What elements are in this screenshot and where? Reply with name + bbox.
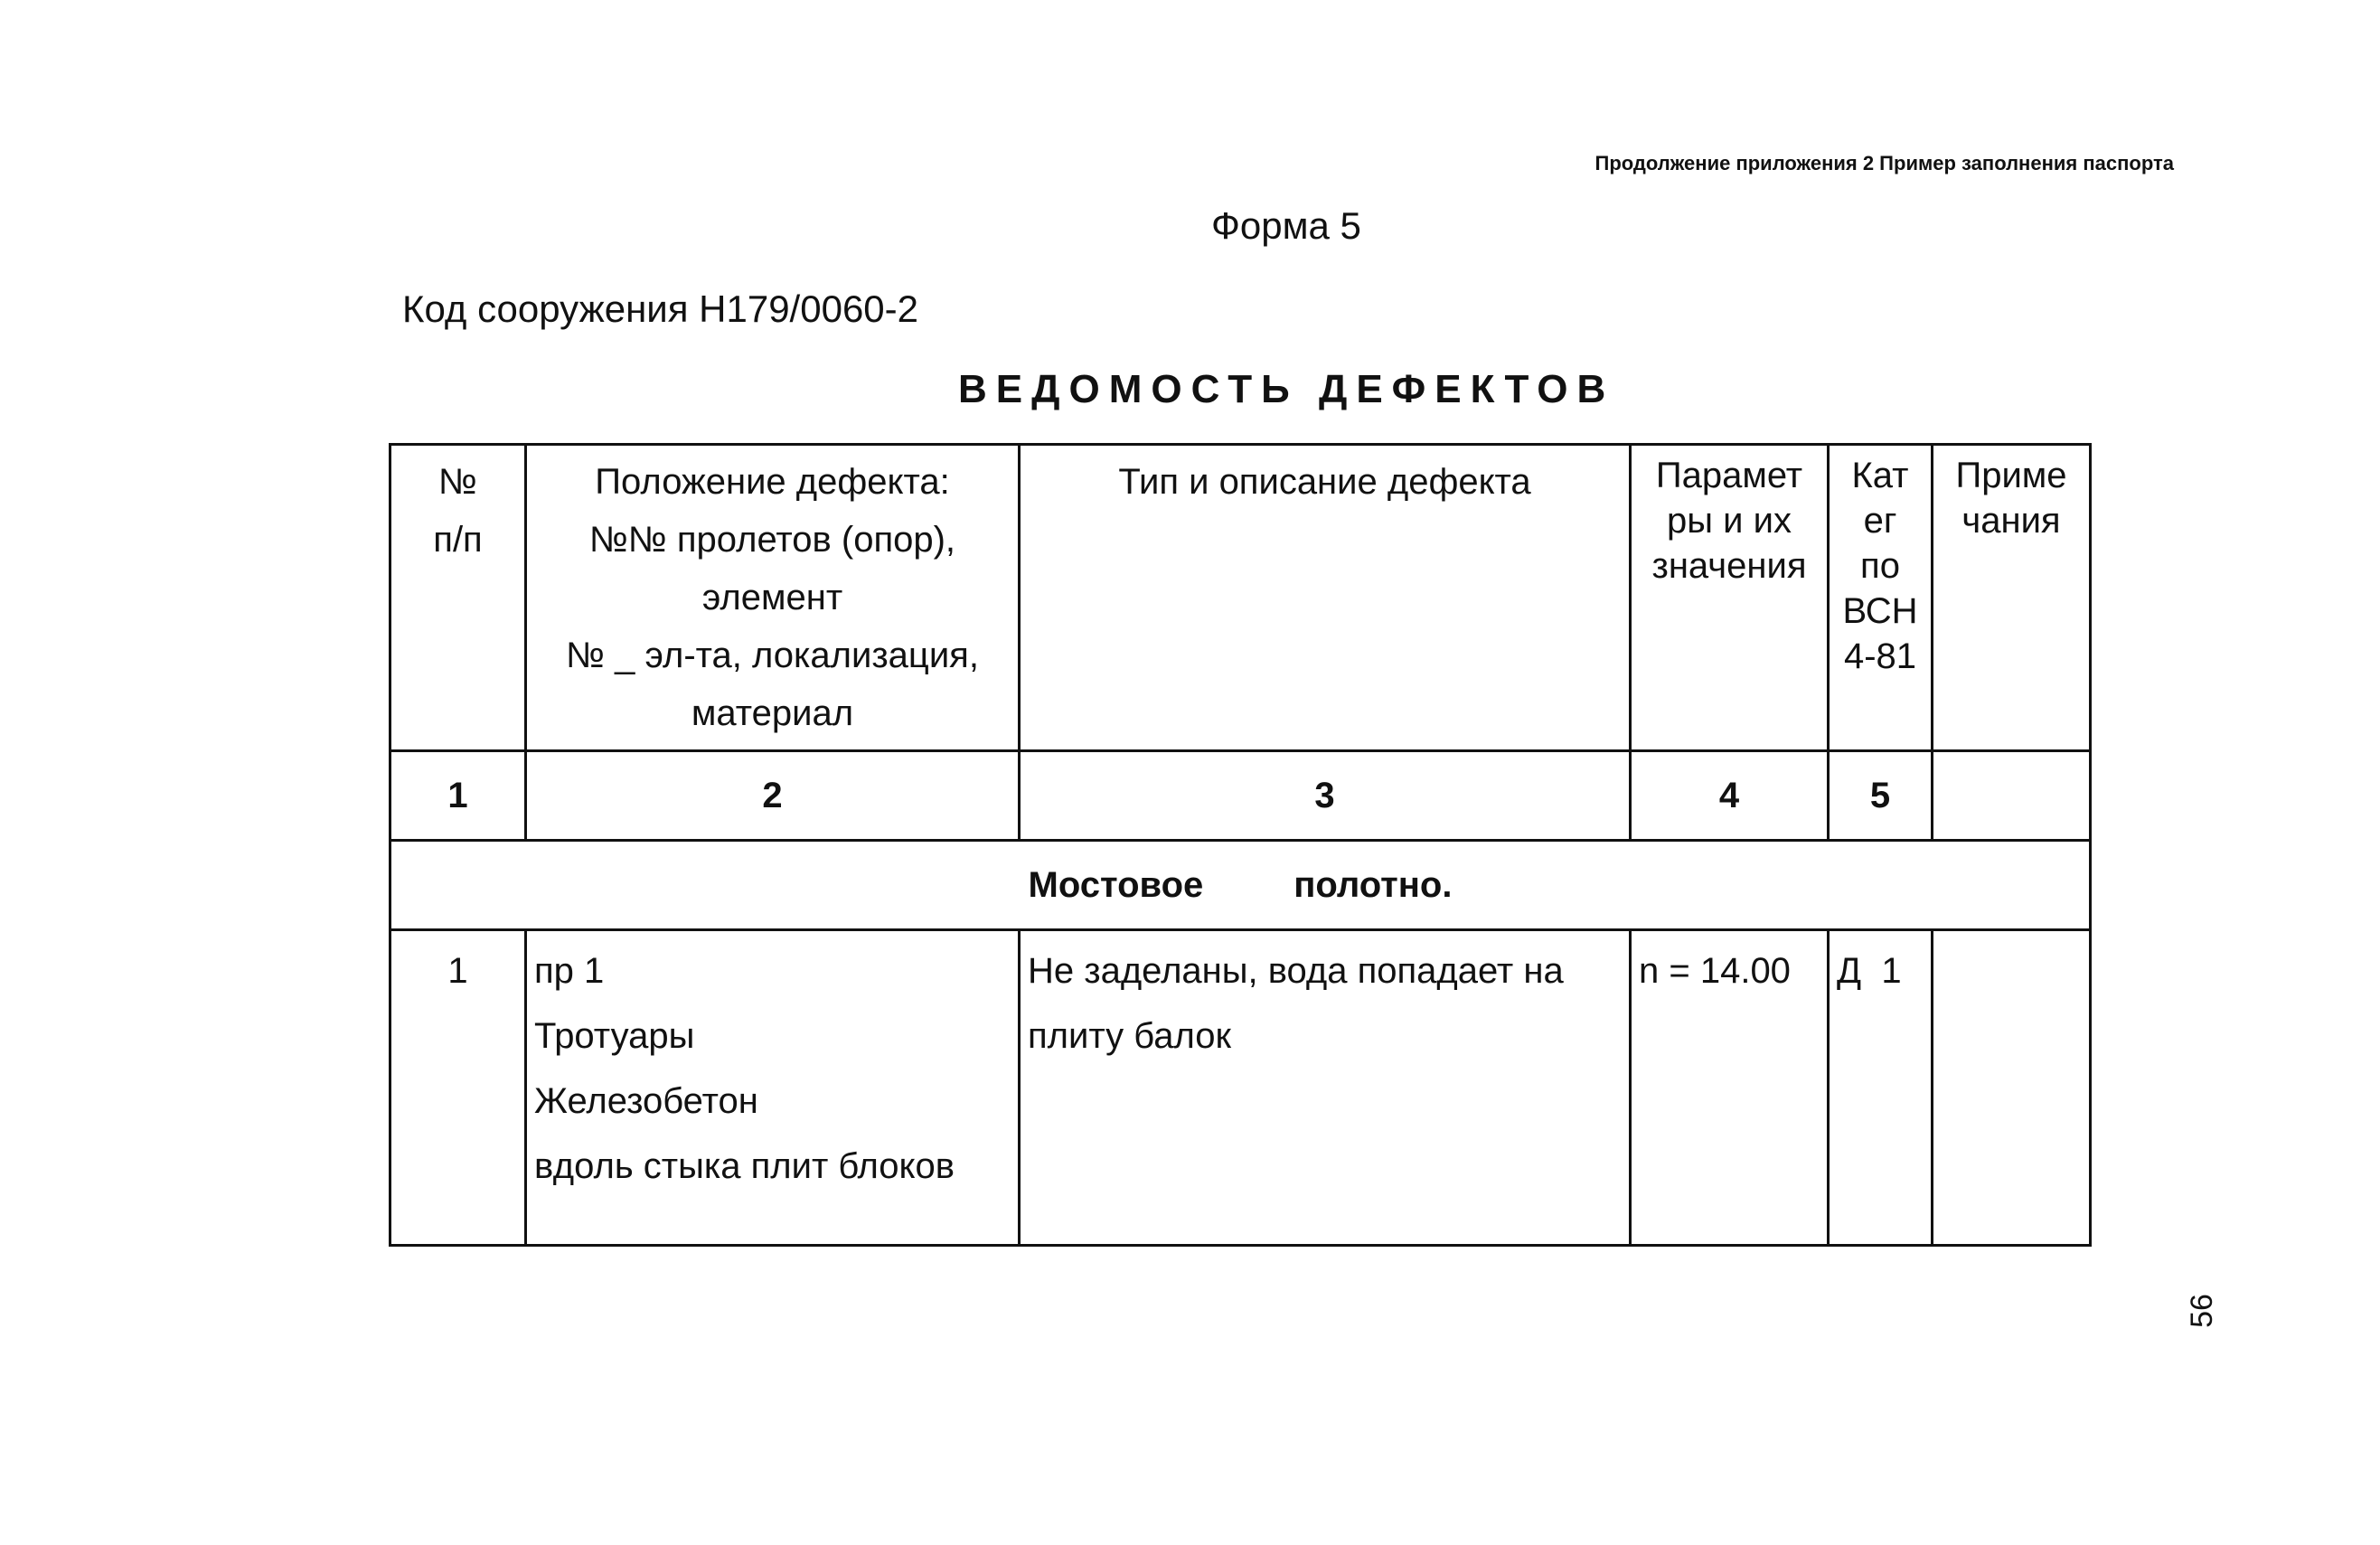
column-number xyxy=(1933,751,2091,841)
document-title: ВЕДОМОСТЬ ДЕФЕКТОВ xyxy=(958,367,1615,411)
table-row xyxy=(390,930,2091,1246)
running-head: Продолжение приложения 2 Пример заполнения паспорта xyxy=(1595,152,2174,174)
section-row xyxy=(390,841,2091,930)
section-word: полотно. xyxy=(1293,865,1453,905)
header-position: Положение дефекта: №№ пролетов (опор), элемент № _ эл-та, локализация, материал xyxy=(526,445,1020,751)
row-number: 1 xyxy=(390,930,526,1246)
row-position: пр 1 Тротуары Железобетон вдоль стыка плит блоков xyxy=(526,930,1020,1246)
section-heading xyxy=(390,841,2091,930)
column-number: 4 xyxy=(1631,751,1829,841)
header-params: Парамет ры и их значения xyxy=(1631,445,1829,751)
row-description: Не заделаны, вода попадает на плиту балок xyxy=(1020,930,1631,1246)
header-description: Тип и описание дефекта xyxy=(1020,445,1631,751)
form-label: Форма 5 xyxy=(1211,204,1361,247)
column-number: 1 xyxy=(390,751,526,841)
defects-table xyxy=(389,443,2092,1247)
column-number: 2 xyxy=(526,751,1020,841)
section-word: Мостовое xyxy=(1028,865,1204,905)
row-notes xyxy=(1933,930,2091,1246)
row-category: Д 1 xyxy=(1829,930,1933,1246)
header-category: Кат ег по ВСН 4-81 xyxy=(1829,445,1933,751)
page-number: 56 xyxy=(2184,1294,2219,1328)
column-number: 5 xyxy=(1829,751,1933,841)
structure-code: Код сооружения Н179/0060-2 xyxy=(402,287,918,330)
header-number: № п/п xyxy=(390,445,526,751)
column-numbers-row xyxy=(390,751,2091,841)
header-notes: Приме чания xyxy=(1933,445,2091,751)
column-number: 3 xyxy=(1020,751,1631,841)
row-params: n = 14.00 xyxy=(1631,930,1829,1246)
table-header-row xyxy=(390,445,2091,751)
